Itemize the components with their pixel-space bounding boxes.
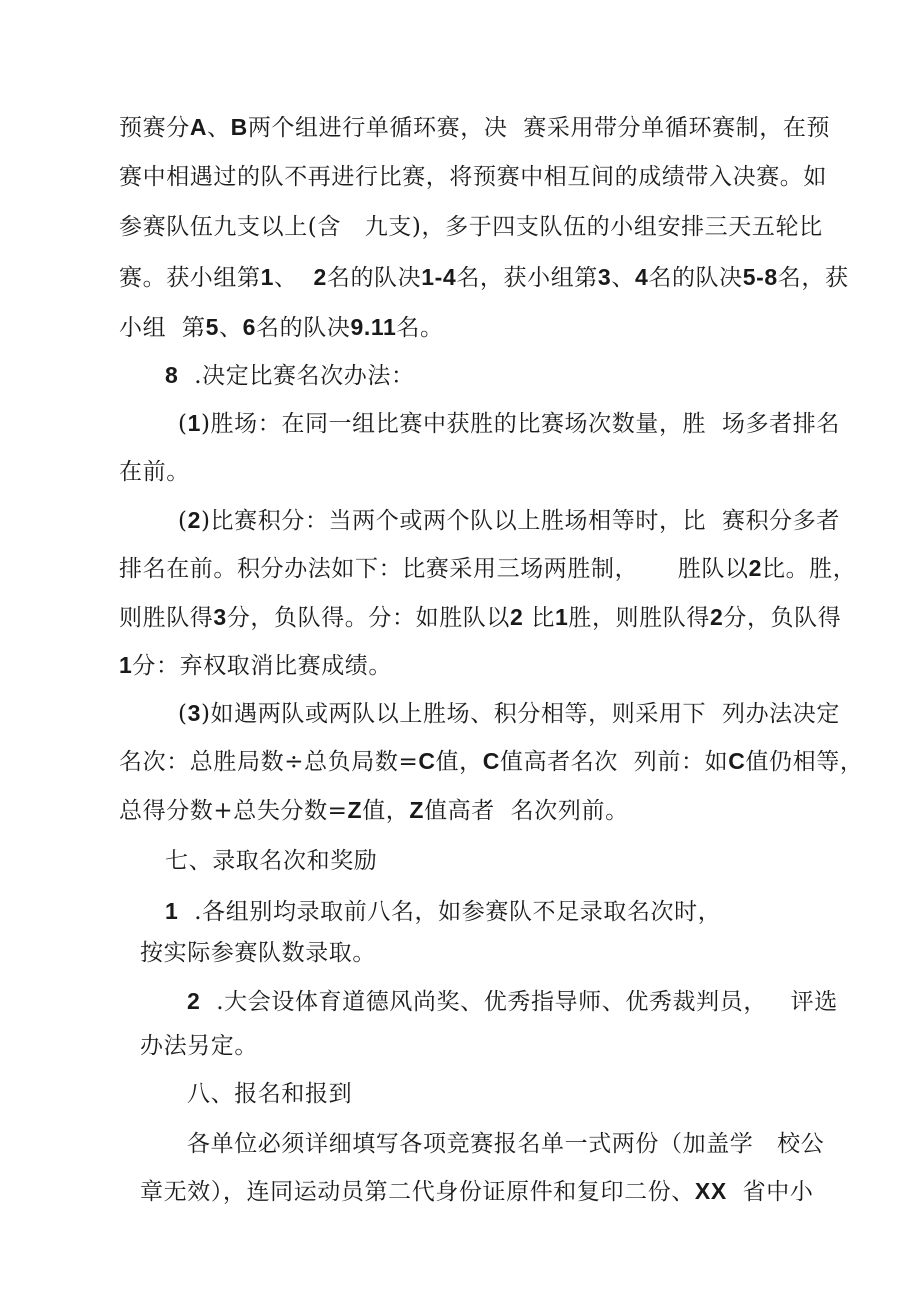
text-line: 名次：总胜局数÷总负局数=C值，C值高者名次 列前：如C值仍相等， <box>119 748 864 775</box>
text-line: 预赛分A、B两个组进行单循环赛，决 赛采用带分单循环赛制，在预 <box>119 114 831 141</box>
text-line: 办法另定。 <box>140 1033 258 1059</box>
text-line: 排名在前。积分办法如下：比赛采用三场两胜制， 胜队以2比。胜， <box>119 555 857 582</box>
text-line: 在前。 <box>119 459 190 485</box>
text-line: (3)如遇两队或两队以上胜场、积分相等，则采用下 列办法决定 <box>178 700 840 727</box>
text-line: 按实际参赛队数录取。 <box>140 940 376 966</box>
text-line: (2)比赛积分：当两个或两个队以上胜场相等时，比 赛积分多者 <box>178 507 840 534</box>
text-line: 1分：弃权取消比赛成绩。 <box>119 652 393 679</box>
text-line: 章无效），连同运动员第二代身份证原件和复印二份、XX 省中小 <box>140 1178 814 1205</box>
text-line: 赛。获小组第1、 2名的队决1-4名，获小组第3、4名的队决5-8名，获 <box>119 264 849 291</box>
text-line: 各单位必须详细填写各项竞赛报名单一式两份（加盖学 校公 <box>187 1131 825 1157</box>
text-line: 参赛队伍九支以上(含 九支)，多于四支队伍的小组安排三天五轮比 <box>119 214 823 240</box>
section-heading: 七、录取名次和奖励 <box>165 848 378 874</box>
text-line: 赛中相遇过的队不再进行比赛，将预赛中相互间的成绩带入决赛。如 <box>119 164 827 190</box>
text-line: 2 .大会设体育道德风尚奖、优秀指导师、优秀裁判员， 评选 <box>187 988 838 1015</box>
text-line: (1)胜场：在同一组比赛中获胜的比赛场次数量，胜 场多者排名 <box>178 410 840 437</box>
text-line: 1 .各组别均录取前八名，如参赛队不足录取名次时， <box>165 898 722 925</box>
text-line: 总得分数+总失分数=Z值，Z值高者 名次列前。 <box>119 797 629 824</box>
section-heading: 八、报名和报到 <box>187 1081 353 1107</box>
text-line: 小组 第5、6名的队决9.11名。 <box>119 314 444 341</box>
section-heading: 8 .决定比赛名次办法： <box>165 362 415 389</box>
text-line: 则胜队得3分，负队得。分：如胜队以2 比1胜，则胜队得2分，负队得 <box>119 604 842 631</box>
